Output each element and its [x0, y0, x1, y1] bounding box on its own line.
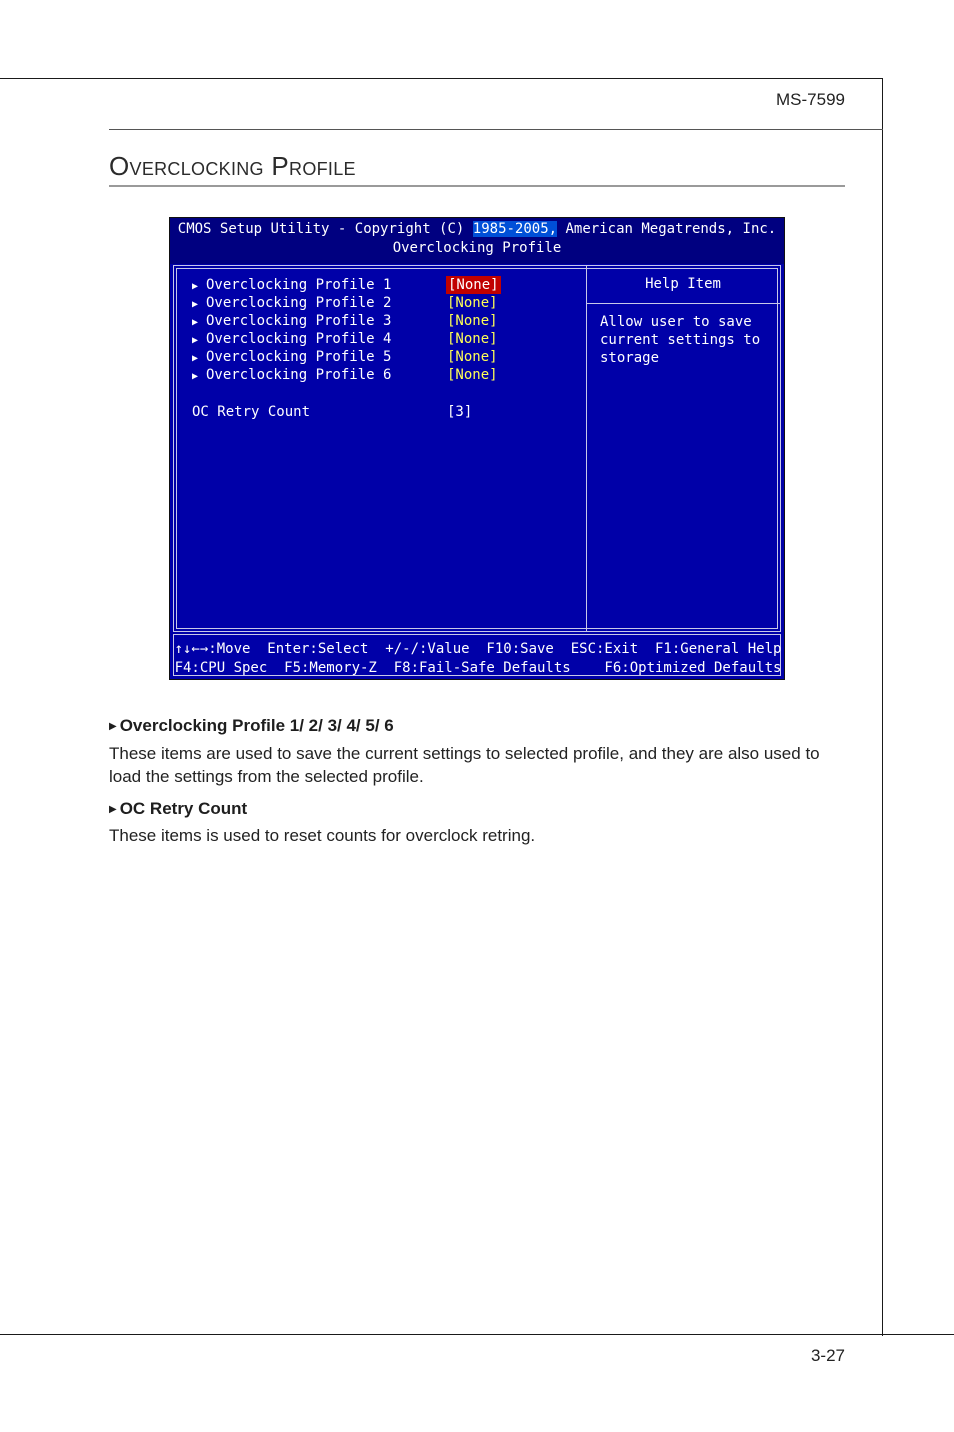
submenu-arrow-icon: ▶	[192, 299, 199, 310]
bios-value-profile-4[interactable]: [None]	[447, 331, 498, 347]
title-underline	[109, 185, 845, 187]
help-item-text: Allow user to save current settings to storage	[600, 314, 761, 366]
bios-item-profile-5[interactable]	[192, 348, 391, 366]
bios-value-profile-1[interactable]: [None]	[448, 277, 499, 293]
submenu-arrow-icon: ▶	[192, 353, 199, 364]
bullet-triangle-icon: ▶	[109, 804, 117, 815]
bios-item-label: Overclocking Profile 6	[206, 367, 392, 383]
help-separator	[587, 303, 780, 304]
bios-screen-title: Overclocking Profile	[392, 240, 562, 256]
bios-screenshot	[169, 217, 785, 680]
bios-copyright	[170, 221, 784, 237]
bios-item-label: Overclocking Profile 5	[206, 349, 392, 365]
bios-item-profile-6[interactable]	[192, 366, 391, 384]
submenu-arrow-icon: ▶	[192, 281, 199, 292]
top-rule	[0, 78, 883, 79]
bios-key-hints-line-2: F4:CPU Spec F5:Memory-Z F8:Fail-Safe Defaults F6:Optimized Defaults	[174, 660, 782, 676]
bios-item-profile-4[interactable]	[192, 330, 391, 348]
right-margin-rule	[882, 78, 883, 1336]
bios-key-hints-line-1: ↑↓←→:Move Enter:Select +/-/:Value F10:Save ESC:Exit F1:General Help	[174, 641, 782, 657]
bios-item-label: Overclocking Profile 3	[206, 313, 392, 329]
section-title: Overclocking Profile	[109, 151, 356, 181]
bottom-rule	[0, 1334, 954, 1335]
bios-value-profile-6[interactable]: [None]	[447, 367, 498, 383]
help-item-title: Help Item	[645, 276, 721, 292]
bios-help-divider	[586, 265, 587, 632]
submenu-arrow-icon: ▶	[192, 335, 199, 346]
submenu-arrow-icon: ▶	[192, 371, 199, 382]
bullet-triangle-icon: ▶	[109, 721, 117, 732]
desc-heading-overclocking-profile	[109, 715, 394, 738]
bios-item-oc-retry-count[interactable]: OC Retry Count	[192, 404, 311, 420]
header-rule	[109, 129, 883, 130]
bios-value-profile-5[interactable]: [None]	[447, 349, 498, 365]
bios-item-label: Overclocking Profile 1	[206, 277, 392, 293]
bios-value-oc-retry-count[interactable]: [3]	[447, 404, 473, 420]
bios-item-profile-1[interactable]	[192, 276, 391, 294]
desc-heading-text: OC Retry Count	[119, 799, 248, 818]
page-number: 3-27	[810, 1346, 845, 1365]
bios-item-profile-2[interactable]	[192, 294, 391, 312]
bios-value-profile-3[interactable]: [None]	[447, 313, 498, 329]
desc-heading-text: Overclocking Profile 1/ 2/ 3/ 4/ 5/ 6	[119, 716, 394, 735]
model-number: MS-7599	[776, 90, 845, 109]
bios-copyright-pre: CMOS Setup Utility - Copyright (C)	[177, 221, 473, 237]
desc-text-oc-retry-count: These items is used to reset counts for overclock retring.	[109, 826, 536, 845]
bios-value-profile-2[interactable]: [None]	[447, 295, 498, 311]
bios-item-label: Overclocking Profile 4	[206, 331, 392, 347]
desc-heading-oc-retry-count	[109, 798, 247, 821]
bios-item-label: Overclocking Profile 2	[206, 295, 392, 311]
bios-copyright-post: American Megatrends, Inc.	[557, 221, 777, 237]
desc-text-overclocking-profile: These items are used to save the current settings to selected profile, and they are also used to load the settings from the selected profile.	[109, 744, 820, 786]
bios-copyright-years: 1985-2005,	[472, 221, 558, 237]
bios-header	[170, 218, 784, 264]
bios-item-profile-3[interactable]	[192, 312, 391, 330]
submenu-arrow-icon: ▶	[192, 317, 199, 328]
